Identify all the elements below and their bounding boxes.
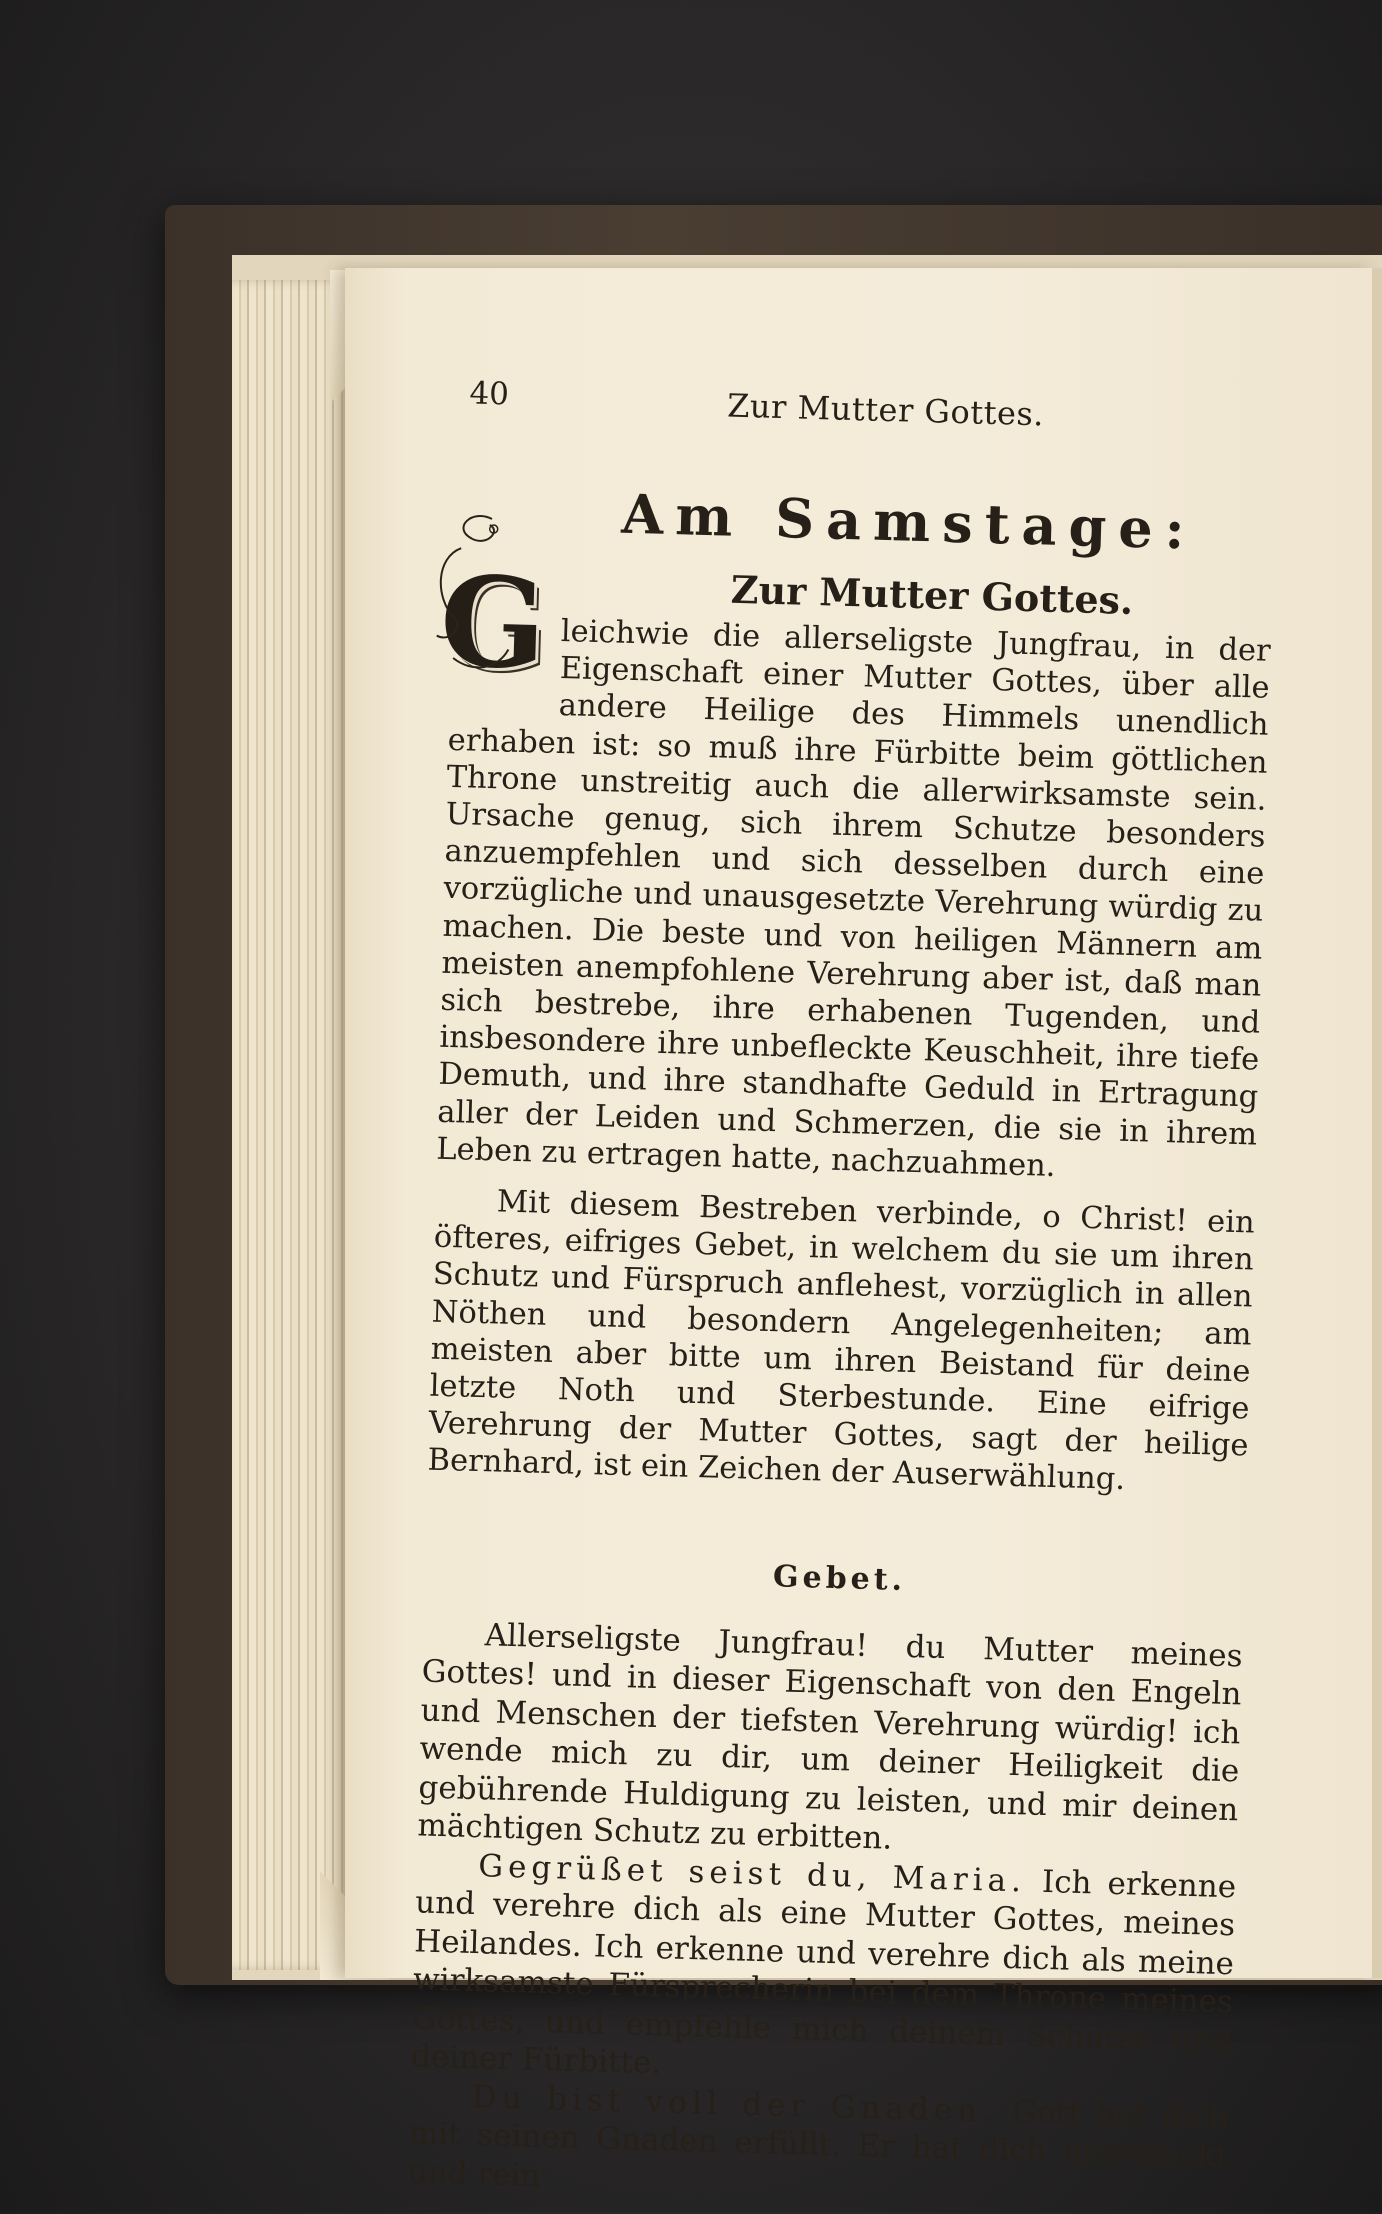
drop-cap-letter: G [438, 549, 549, 698]
page-number: 40 [468, 375, 510, 413]
running-title: Zur Mutter Gottes. [726, 386, 1045, 434]
flourish-ornament-icon [428, 507, 553, 680]
page-edges [232, 280, 347, 1970]
page-text-area [407, 375, 1277, 2214]
prayer-ave-spaced: Gegrüßet seist du, Maria. [477, 1847, 1027, 1900]
prayer-grace-rest: Gott hat dich mit seinen Gnaden erfüllt. Er hat dich unbefleckt und rein [407, 2093, 1231, 2194]
prayer-grace [407, 2076, 1230, 2214]
prayer-ave-rest: Ich erkenne und verehre dich als eine Mutter Gottes, meines Heilandes. Ich erkenne und verehre dich als meine wirksamste Fürsprecherin bei dem Throne meines Gottes, und empfehle mich deinem Schutze und deiner Fürbitte. [410, 1863, 1237, 2082]
prayer-heading: Gebet. [772, 1558, 907, 1598]
prayer-opening: Allerseligste Jungfrau! du Mutter meines Gottes! und in dieser Eigenschaft von den Engeln und Menschen der tiefsten Verehrung würdig! ich wende mich zu dir, um deiner Heiligkeit die gebührende Huldigung zu leisten, und mir deinen mächtigen Schutz zu erbitten. [416, 1616, 1244, 1857]
section-heading-sub: Zur Mutter Gottes. [730, 566, 1134, 623]
prayer-grace-spaced: Du bist voll der Gnaden. [471, 2078, 998, 2130]
exhortation-paragraph: Mit diesem Bestreben verbinde, o Christ! ein öfteres, eifriges Gebet, in welchem du sie um ihren Schutz und Fürspruch anflehest, vorzüglich in allen Nöthen und besondern Angelegenheiten; am meisten aber bitte um ihren Beistand für deine letzte Noth und Sterbestunde. Eine eifrige Verehrung der Mutter Gottes, sagt der heilige Bernhard, ist ein Zeichen der Auserwählung. [427, 1184, 1256, 1498]
page-right-edge [1372, 268, 1382, 1978]
section-heading-main: Am Samstage: [620, 481, 1198, 562]
prayer-ave [410, 1845, 1236, 2099]
drop-cap [437, 548, 549, 701]
intro-paragraph: leichwie die allerseligste Jungfrau, in der Eigenschaft einer Mutter Gottes, über alle andere Heilige des Himmels unendlich erhaben ist: so muß ihre Fürbitte beim göttlichen Throne unstreitig auch die allerwirksamste sein. Ursache genug, sich ihrem Schutze besonders anzuempfehlen und sich desselben durch eine vorzügliche und unausgesetzte Verehrung würdig zu machen. Die beste und von heiligen Männern am meisten anempfohlene Verehrung aber ist, daß man sich bestrebe, ihre erhabenen Tugenden, und insbesondere ihre unbefleckte Keuschheit, ihre tiefe Demuth, und ihre standhafte Geduld in Ertragung aller der Leiden und Schmerzen, die sie in ihrem Leben zu ertragen hatte, nachzuahmen. [435, 613, 1272, 1184]
